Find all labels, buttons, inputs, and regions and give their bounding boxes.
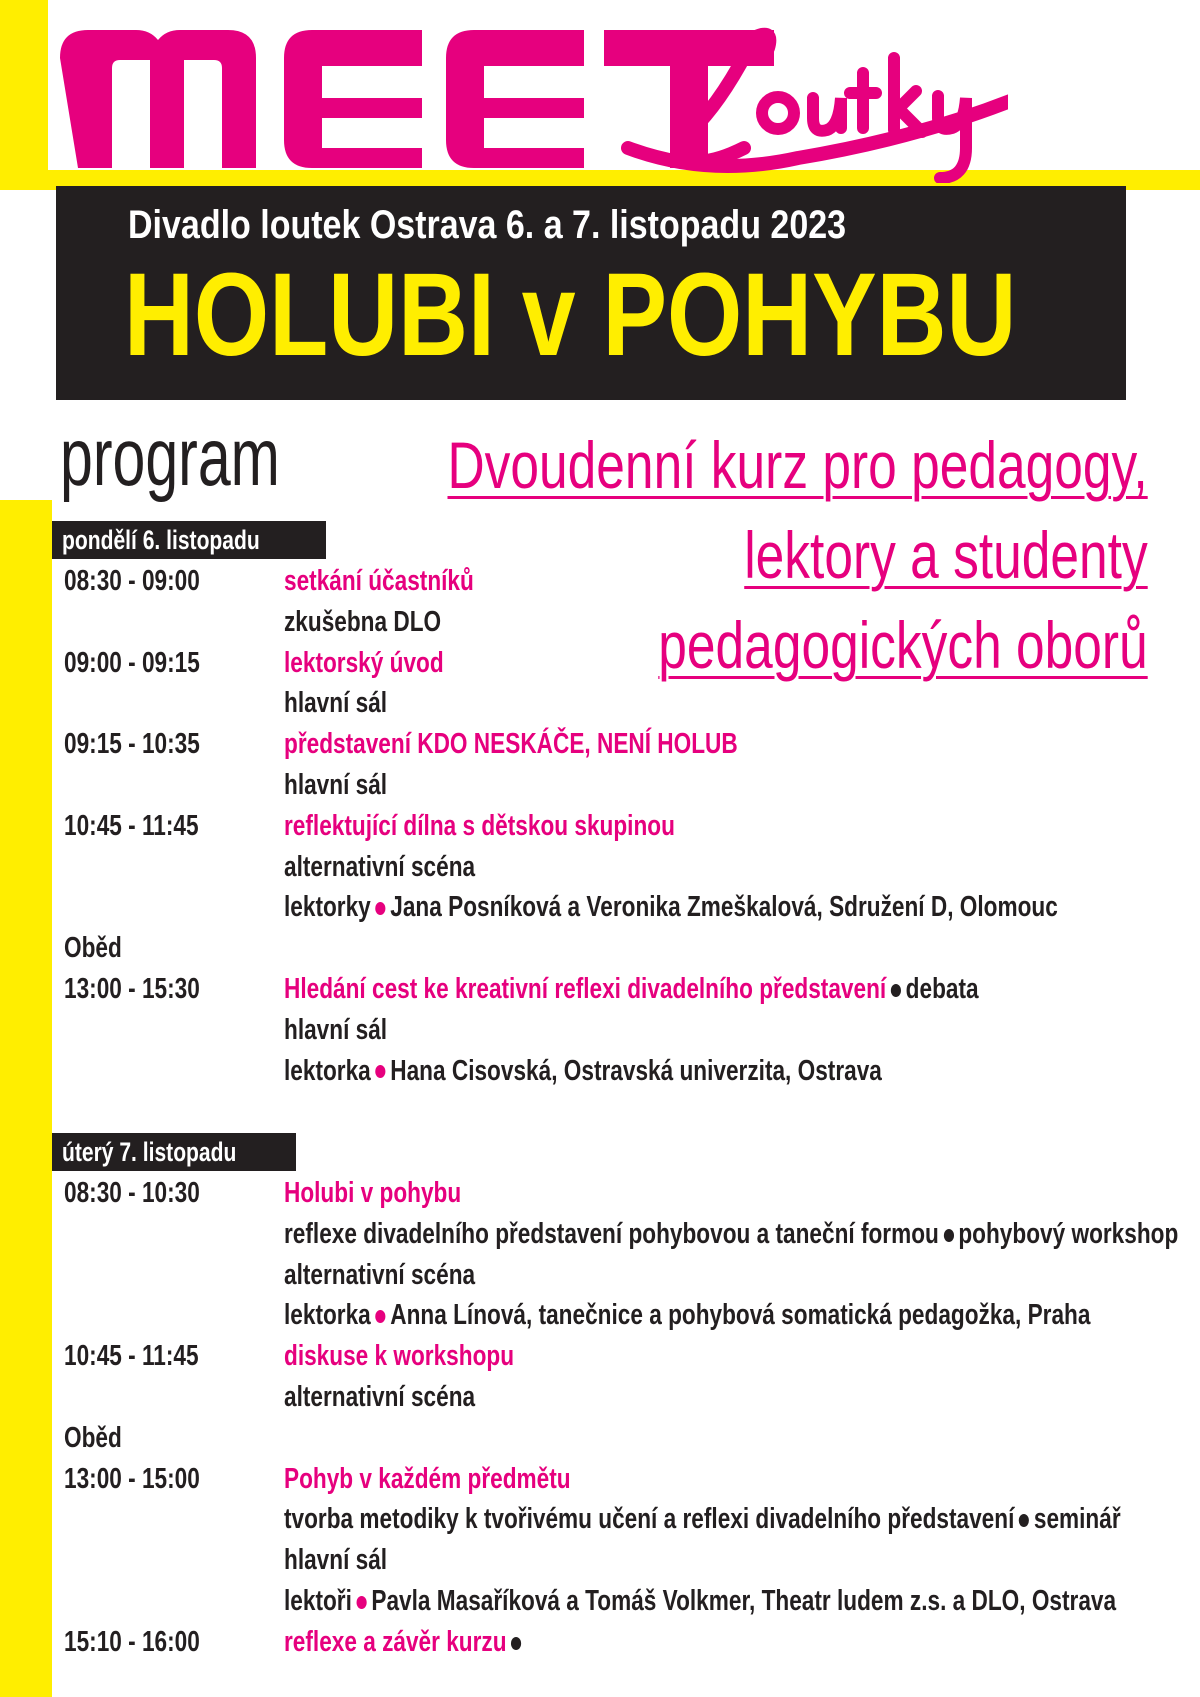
time-slot: 13:00 - 15:00	[64, 1462, 200, 1495]
yellow-accent-top	[0, 0, 48, 170]
time-slot: 09:00 - 09:15	[64, 646, 200, 679]
subtitle-line: lektory a studenty	[744, 518, 1148, 592]
session-detail: tvorba metodiky k tvořivému učení a reflexi divadelního představení seminář	[284, 1503, 1121, 1536]
day-label-text: úterý 7. listopadu	[62, 1137, 237, 1167]
venue-date: Divadlo loutek Ostrava 6. a 7. listopadu 2023	[128, 203, 847, 247]
bullet-dot-icon	[357, 1596, 367, 1609]
day-label-text: pondělí 6. listopadu	[62, 525, 260, 555]
time-slot: 09:15 - 10:35	[64, 728, 200, 761]
session-detail: alternativní scéna	[284, 1381, 476, 1413]
event-title: HOLUBI v POHYBU	[124, 249, 1017, 381]
time-slot: 08:30 - 10:30	[64, 1177, 200, 1209]
session-detail: lektorka Anna Línová, tanečnice a pohybová somatická pedagožka, Praha	[284, 1299, 1091, 1332]
session-detail: reflexe divadelního představení pohybovou a taneční formou pohybový workshop	[284, 1217, 1179, 1250]
lunch-label: Oběd	[64, 932, 122, 965]
time-slot: 10:45 - 11:45	[64, 809, 199, 842]
session-detail: hlavní sál	[284, 1544, 388, 1577]
time-slot: 08:30 - 09:00	[64, 565, 200, 597]
session-detail: lektorky Jana Posníková a Veronika Zmeškalová, Sdružení D, Olomouc	[284, 891, 1058, 924]
session-title: Hledání cest ke kreativní reflexi divadelního představení debata	[284, 973, 979, 1005]
time-slot: 15:10 - 16:00	[64, 1625, 200, 1658]
subtitle-line: pedagogických oborů	[658, 608, 1148, 682]
time-slot: 10:45 - 11:45	[64, 1340, 199, 1373]
session-title: lektorský úvod	[284, 646, 444, 679]
bullet-dot-icon	[511, 1637, 521, 1650]
session-title: představení KDO NESKÁČE, NENÍ HOLUB	[284, 728, 738, 761]
session-detail: hlavní sál	[284, 769, 388, 801]
yellow-accent-left	[0, 500, 52, 1697]
session-title: Pohyb v každém předmětu	[284, 1462, 571, 1495]
day-label	[52, 1133, 296, 1171]
session-title: reflexe a závěr kurzu	[284, 1622, 594, 1662]
bullet-dot-icon	[1019, 1514, 1029, 1527]
session-detail: alternativní scéna	[284, 850, 476, 883]
session-detail: alternativní scéna	[284, 1258, 476, 1291]
bullet-dot-icon	[375, 902, 385, 915]
bullet-dot-icon	[891, 984, 901, 997]
session-title: Holubi v pohybu	[284, 1177, 462, 1209]
session-title: setkání účastníků	[284, 565, 474, 597]
time-slot: 13:00 - 15:30	[64, 973, 200, 1005]
bullet-dot-icon	[944, 1229, 954, 1242]
meet-loutky-logo	[48, 18, 1008, 183]
program-label: program	[60, 412, 280, 503]
session-detail: hlavní sál	[284, 687, 388, 720]
bullet-dot-icon	[375, 1065, 385, 1078]
session-title: diskuse k workshopu	[284, 1340, 515, 1373]
session-title: reflektující dílna s dětskou skupinou	[284, 809, 675, 842]
session-detail: lektoři Pavla Masaříková a Tomáš Volkmer, Theatr ludem z.s. a DLO, Ostrava	[284, 1585, 1117, 1617]
day-label	[52, 521, 326, 559]
lunch-label: Oběd	[64, 1421, 122, 1454]
subtitle-line: Dvoudenní kurz pro pedagogy,	[447, 428, 1148, 502]
session-detail: lektorka Hana Cisovská, Ostravská univerzita, Ostrava	[284, 1054, 882, 1087]
session-detail: hlavní sál	[284, 1013, 388, 1046]
bullet-dot-icon	[375, 1310, 385, 1323]
session-detail: zkušebna DLO	[284, 605, 442, 638]
